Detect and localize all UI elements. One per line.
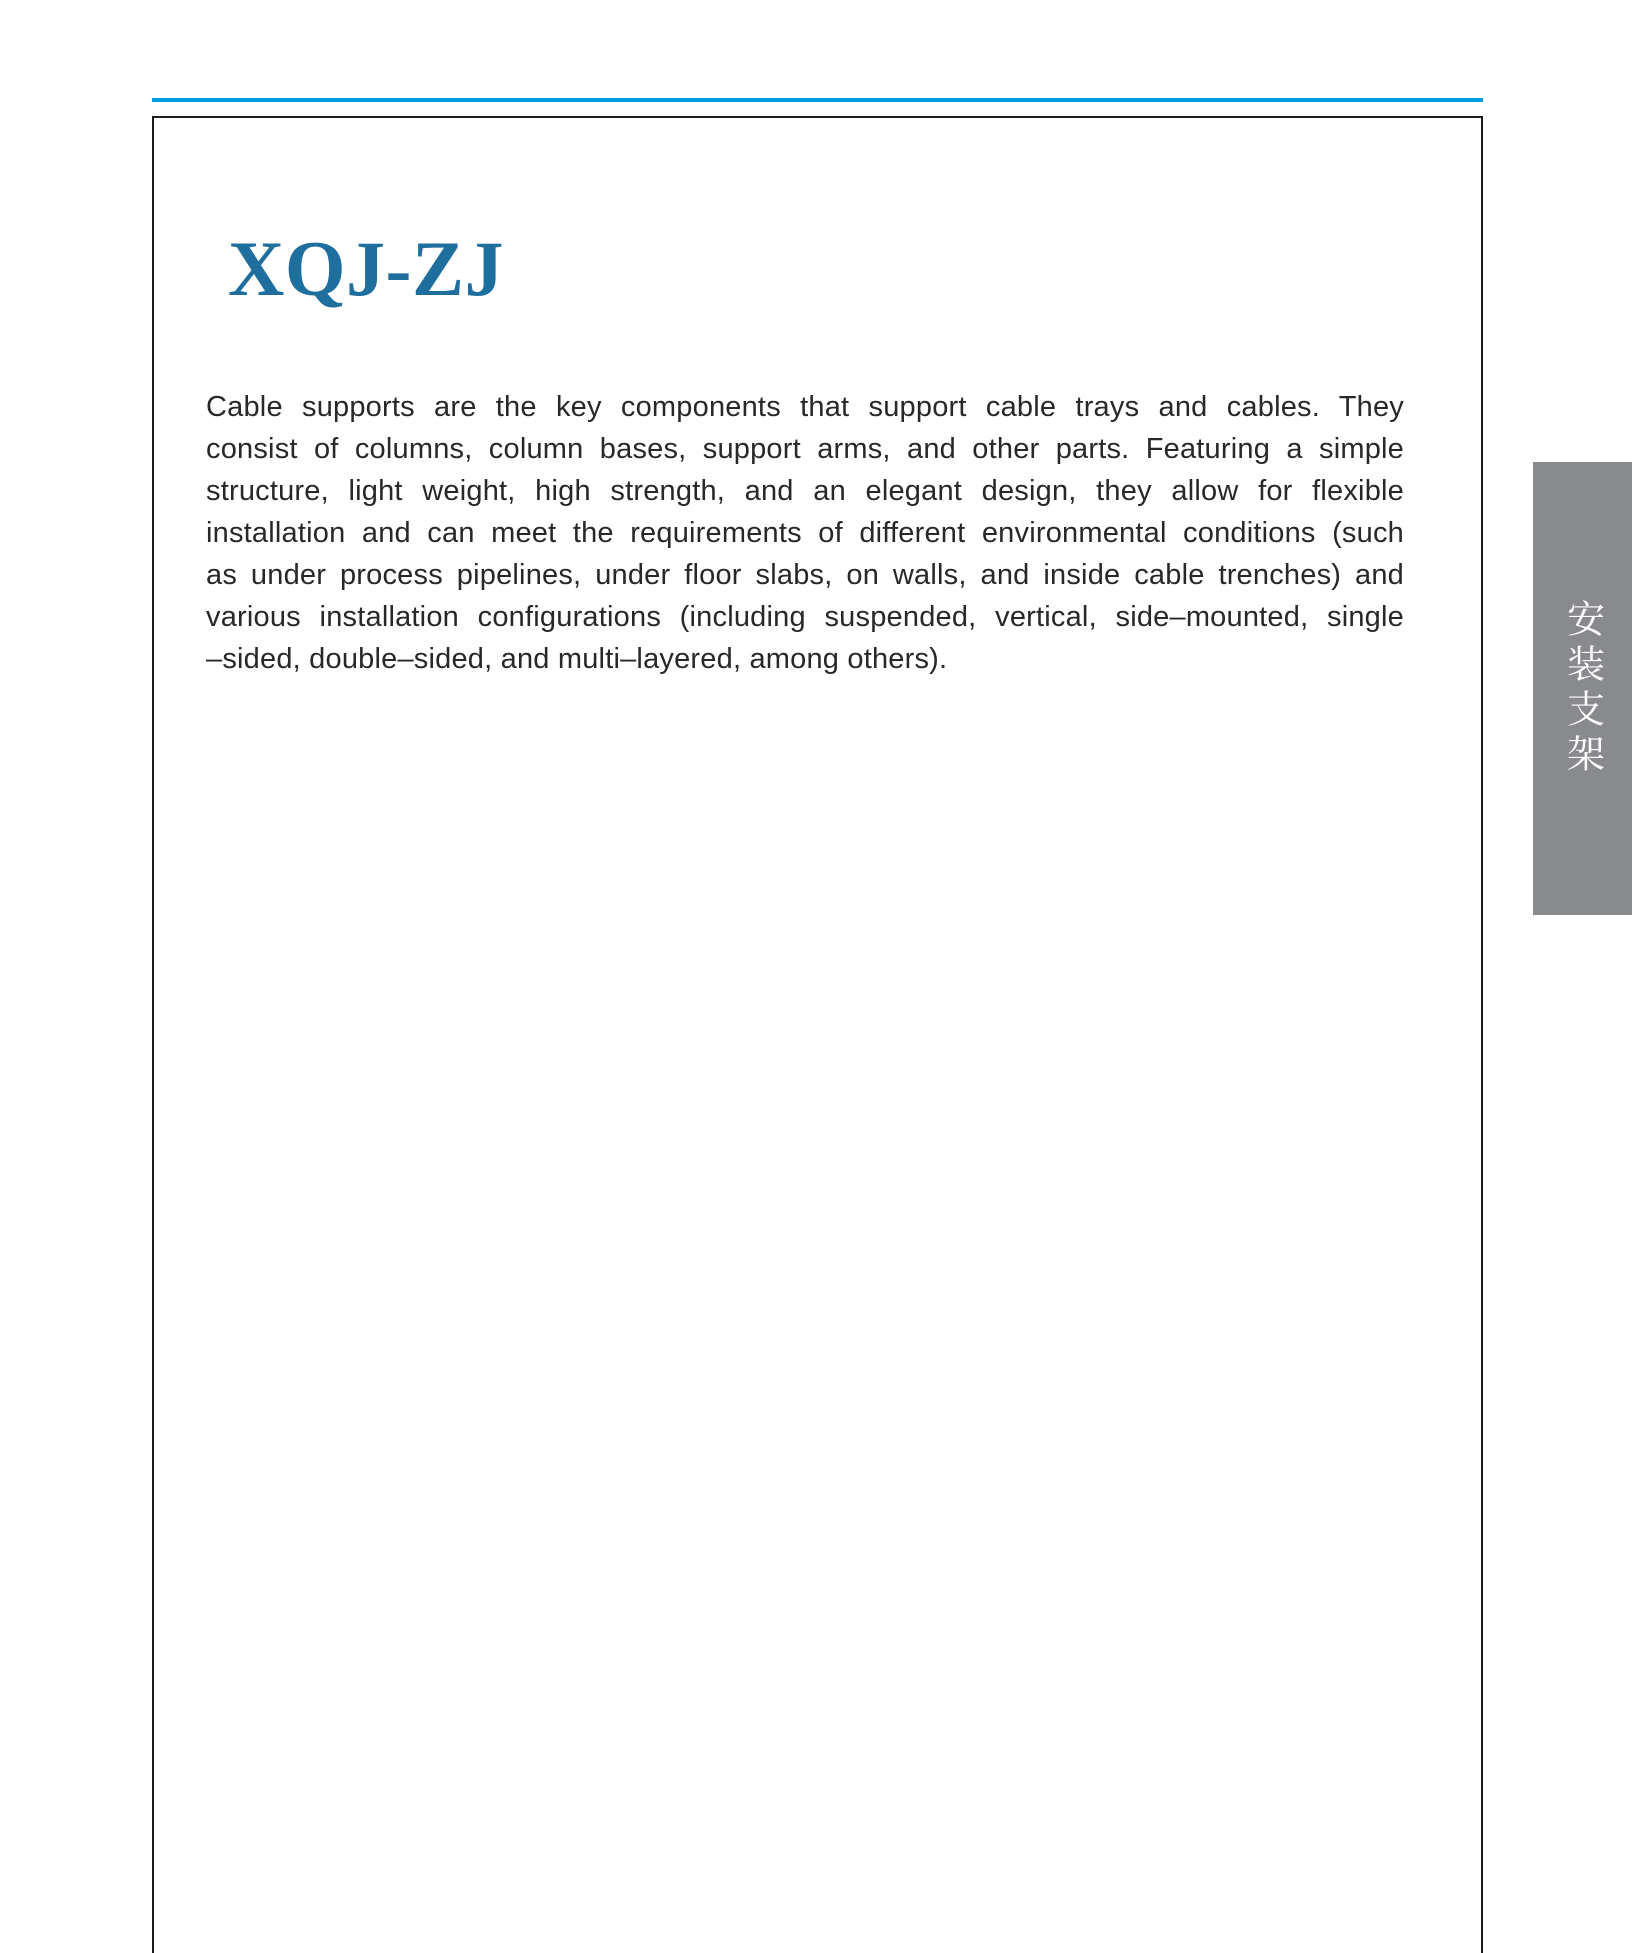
top-accent-rule xyxy=(152,98,1483,102)
paragraph-line: consist of columns, column bases, support arms, and other parts. Featuring a simple xyxy=(206,433,1404,465)
side-tab-label: 安装支架 xyxy=(1560,598,1605,779)
side-tab-installation-support xyxy=(1533,462,1632,915)
paragraph-line: –sided, double–sided, and multi–layered, among others). xyxy=(206,643,948,675)
paragraph-line: as under process pipelines, under floor slabs, on walls, and inside cable trenches) and xyxy=(206,559,1404,591)
page-title: XQJ-ZJ xyxy=(228,225,504,312)
paragraph-line: installation and can meet the requirements of different environmental conditions (such xyxy=(206,517,1404,549)
paragraph-line: Cable supports are the key components that support cable trays and cables. They xyxy=(206,391,1404,423)
paragraph-line: structure, light weight, high strength, and an elegant design, they allow for flexible xyxy=(206,475,1404,507)
description-paragraph xyxy=(206,386,1404,680)
content-frame xyxy=(152,116,1483,1953)
paragraph-line: various installation configurations (including suspended, vertical, side–mounted, single xyxy=(206,601,1404,633)
